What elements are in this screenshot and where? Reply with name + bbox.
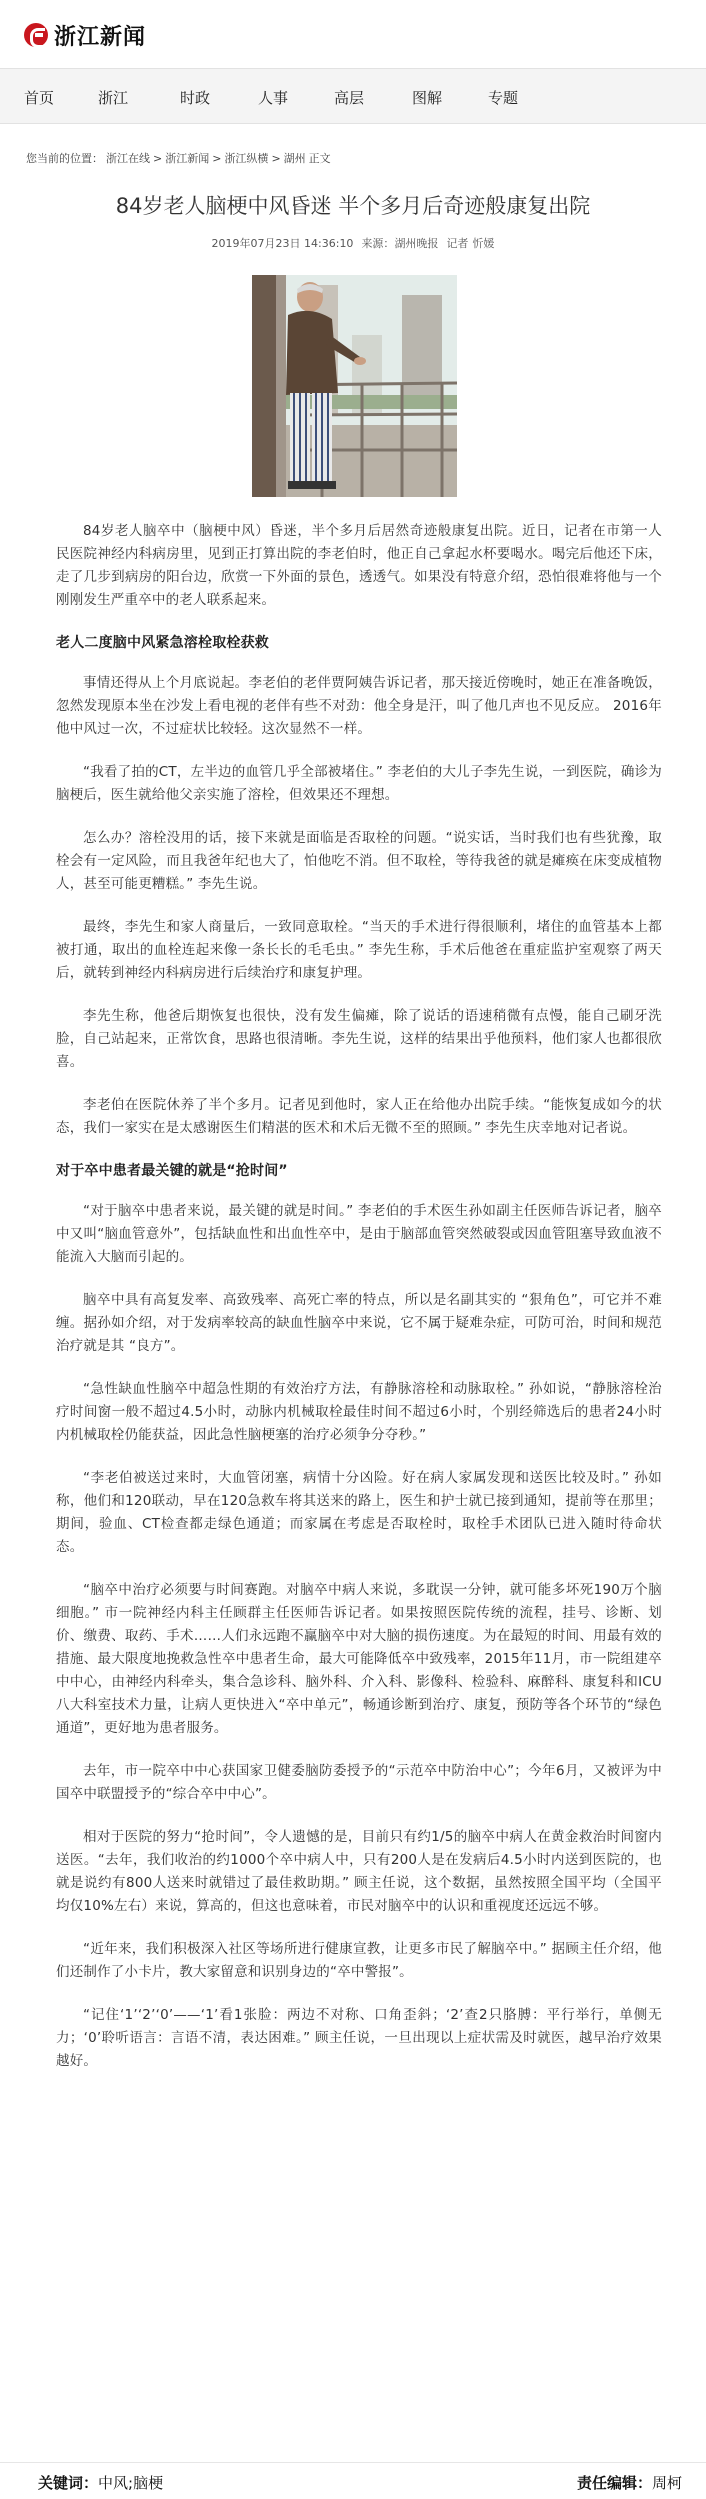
paragraph: “李老伯被送过来时，大血管闭塞，病情十分凶险。好在病人家属发现和送医比较及时。” 孙如称，他们和120联动，早在120急救车将其送来的路上，医生和护士就已接到通知，提前等在那里；期间，验血、CT检查都走绿色通道；而家属在考虑是否取栓时，取栓手术团队已进入随时待命状态。 bbox=[56, 1470, 662, 1555]
article-title: 84岁老人脑梗中风昏迷 半个多月后奇迹般康复出院 bbox=[115, 194, 591, 218]
nav-item-zhejiang[interactable]: 浙江 bbox=[98, 89, 129, 107]
article-tags bbox=[38, 2472, 163, 2493]
elderly-man-photo bbox=[252, 275, 457, 497]
breadcrumb-item[interactable]: 浙江新闻 bbox=[165, 152, 210, 165]
section-heading: 老人二度脑中风紧急溶栓取栓获救 bbox=[56, 635, 269, 651]
paragraph: “脑卒中治疗必须要与时间赛跑。对脑卒中病人来说，多耽误一分钟，就可能多坏死190万个脑细胞。” 市一院神经内科主任顾群主任医师告诉记者。如果按照医院传统的流程，挂号、诊断、划价、缴费、取药、手术……人们永远跑不赢脑卒中对大脑的损伤速度。为在最短的时间、用最有效的措施、最大限度地挽救急性卒中患者生命，最大可能降低卒中致残率，2015年11月，市一院组建卒中中心，由神经内科牵头，集合急诊科、脑外科、介入科、影像科、检验科、麻醉科、康复科和ICU八大科室技术力量，让病人更快进入“卒中单元”，畅通诊断到治疗、康复，预防等各个环节的“绿色通道”，更好地为患者服务。 bbox=[56, 1582, 662, 1736]
paragraph: 脑卒中具有高复发率、高致残率、高死亡率的特点，所以是名副其实的 “狠角色”，可它并不难缠。据孙如介绍，对于发病率较高的缺血性脑卒中来说，它不属于疑难杂症，可防可治，时间和规范治疗就是其 “良方”。 bbox=[56, 1292, 662, 1354]
breadcrumb-separator: > bbox=[271, 152, 281, 165]
article-meta bbox=[0, 235, 706, 251]
paragraph: “对于脑卒中患者来说，最关键的就是时间。” 李老伯的手术医生孙如副主任医师告诉记者，脑卒中又叫“脑血管意外”，包括缺血性和出血性卒中，是由于脑部血管突然破裂或因血管阻塞导致血液不能流入大脑而引起的。 bbox=[56, 1203, 662, 1265]
logo-icon bbox=[24, 23, 48, 47]
footer-divider bbox=[0, 2462, 706, 2463]
paragraph: “记住‘1’‘2’‘0’——‘1’看1张脸：两边不对称、口角歪斜；‘2’查2只胳膊：平行举行，单侧无力；‘0’聆听语言：言语不清，表达困难。” 顾主任说，一旦出现以上症状需及时就医，越早治疗效果越好。 bbox=[56, 2007, 662, 2069]
paragraph: 最终，李先生和家人商量后，一致同意取栓。“当天的手术进行得很顺利，堵住的血管基本上都被打通，取出的血栓连起来像一条长长的毛毛虫。” 李先生称，手术后他爸在重症监护室观察了两天后，就转到神经内科病房进行后续治疗和康复护理。 bbox=[56, 919, 662, 981]
paragraph: 84岁老人脑卒中（脑梗中风）昏迷，半个多月后居然奇迹般康复出院。近日，记者在市第一人民医院神经内科病房里，见到正打算出院的李老伯时，他正自己拿起水杯要喝水。喝完后他还下床，走了几步到病房的阳台边，欣赏一下外面的景色，透透气。如果没有特意介绍，恐怕很难将他与一个刚刚发生严重卒中的老人联系起来。 bbox=[56, 523, 662, 608]
site-header bbox=[0, 0, 706, 68]
nav-item-politics[interactable]: 时政 bbox=[180, 89, 211, 107]
author-label: 记者 bbox=[446, 237, 469, 250]
breadcrumb-prefix: 您当前的位置： bbox=[26, 152, 103, 165]
article-datetime: 2019年07月23日 14:36:10 bbox=[211, 237, 354, 250]
site-logo[interactable] bbox=[24, 20, 146, 50]
breadcrumb-item[interactable]: 浙江纵横 bbox=[224, 152, 269, 165]
breadcrumb bbox=[26, 150, 334, 166]
tags-label: 关键词： bbox=[38, 2474, 99, 2492]
nav-item-graphics[interactable]: 图解 bbox=[412, 89, 443, 107]
breadcrumb-separator: > bbox=[212, 152, 222, 165]
breadcrumb-item[interactable]: 湖州 bbox=[283, 152, 306, 165]
paragraph: 事情还得从上个月底说起。李老伯的老伴贾阿姨告诉记者，那天接近傍晚时，她正在准备晚饭，忽然发现原本坐在沙发上看电视的老伴有些不对劲：他全身是汗，叫了他几声也不见反应。 2016年他中风过一次，不过症状比较轻。这次显然不一样。 bbox=[56, 675, 662, 737]
source-label: 来源： bbox=[361, 237, 395, 250]
paragraph: 怎么办？溶栓没用的话，接下来就是面临是否取栓的问题。“说实话，当时我们也有些犹豫，取栓会有一定风险，而且我爸年纪也大了，怕他吃不消。但不取栓，等待我爸的就是瘫痪在床变成植物人，甚至可能更糟糕。” 李先生说。 bbox=[56, 830, 662, 892]
editor-label: 责任编辑： bbox=[576, 2474, 652, 2492]
nav-item-personnel[interactable]: 人事 bbox=[258, 89, 289, 107]
logo-text: 浙江新闻 bbox=[54, 24, 147, 50]
nav-item-topics[interactable]: 专题 bbox=[488, 89, 519, 107]
section-heading: 对于卒中患者最关键的就是“抢时间” bbox=[56, 1163, 288, 1179]
article-photo bbox=[252, 275, 457, 497]
article-source: 湖州晚报 bbox=[394, 237, 439, 250]
paragraph: 李先生称，他爸后期恢复也很快，没有发生偏瘫，除了说话的语速稍微有点慢，能自己刷牙洗脸，自己站起来，正常饮食，思路也很清晰。李先生说，这样的结果出乎他预料，他们家人也都很欣喜。 bbox=[56, 1008, 662, 1070]
breadcrumb-item-current: 正文 bbox=[308, 152, 331, 165]
tags-value[interactable]: 中风;脑梗 bbox=[98, 2474, 164, 2492]
responsible-editor bbox=[577, 2472, 682, 2493]
paragraph: 去年，市一院卒中中心获国家卫健委脑防委授予的“示范卒中防治中心”；今年6月，又被评为中国卒中联盟授予的“综合卒中中心”。 bbox=[56, 1763, 662, 1802]
paragraph: 李老伯在医院休养了半个多月。记者见到他时，家人正在给他办出院手续。“能恢复成如今的状态，我们一家实在是太感谢医生们精湛的医术和术后无微不至的照顾。” 李先生庆幸地对记者说。 bbox=[56, 1097, 662, 1136]
article-body bbox=[56, 520, 662, 2073]
paragraph: “我看了拍的CT，左半边的血管几乎全部被堵住。” 李老伯的大儿子李先生说，一到医院，确诊为脑梗后，医生就给他父亲实施了溶栓，但效果还不理想。 bbox=[56, 764, 662, 803]
main-nav bbox=[0, 68, 706, 124]
breadcrumb-item[interactable]: 浙江在线 bbox=[106, 152, 150, 165]
editor-name: 周柯 bbox=[651, 2474, 682, 2492]
breadcrumb-separator: > bbox=[153, 152, 163, 165]
nav-item-leadership[interactable]: 高层 bbox=[334, 89, 365, 107]
paragraph: “急性缺血性脑卒中超急性期的有效治疗方法，有静脉溶栓和动脉取栓。” 孙如说，“静脉溶栓治疗时间窗一般不超过4.5小时，动脉内机械取栓最佳时间不超过6小时，个别经筛选后的患者24小时内机械取栓仍能获益，因此急性脑梗塞的治疗必须争分夺秒。” bbox=[56, 1381, 662, 1443]
nav-item-home[interactable]: 首页 bbox=[24, 89, 55, 107]
paragraph: “近年来，我们积极深入社区等场所进行健康宣教，让更多市民了解脑卒中。” 据顾主任介绍，他们还制作了小卡片，教大家留意和识别身边的“卒中警报”。 bbox=[56, 1941, 662, 1980]
article-author: 忻媛 bbox=[472, 237, 495, 250]
paragraph: 相对于医院的努力“抢时间”，令人遗憾的是，目前只有约1/5的脑卒中病人在黄金救治时间窗内送医。“去年，我们收治的约1000个卒中病人中，只有200人是在发病后4.5小时内送到医院的，也就是说约有800人送来时就错过了最佳救助期。” 顾主任说，这个数据，虽然按照全国平均（全国平均仅10%左右）来说，算高的，但这也意味着，市民对脑卒中的认识和重视度还远远不够。 bbox=[56, 1829, 662, 1914]
